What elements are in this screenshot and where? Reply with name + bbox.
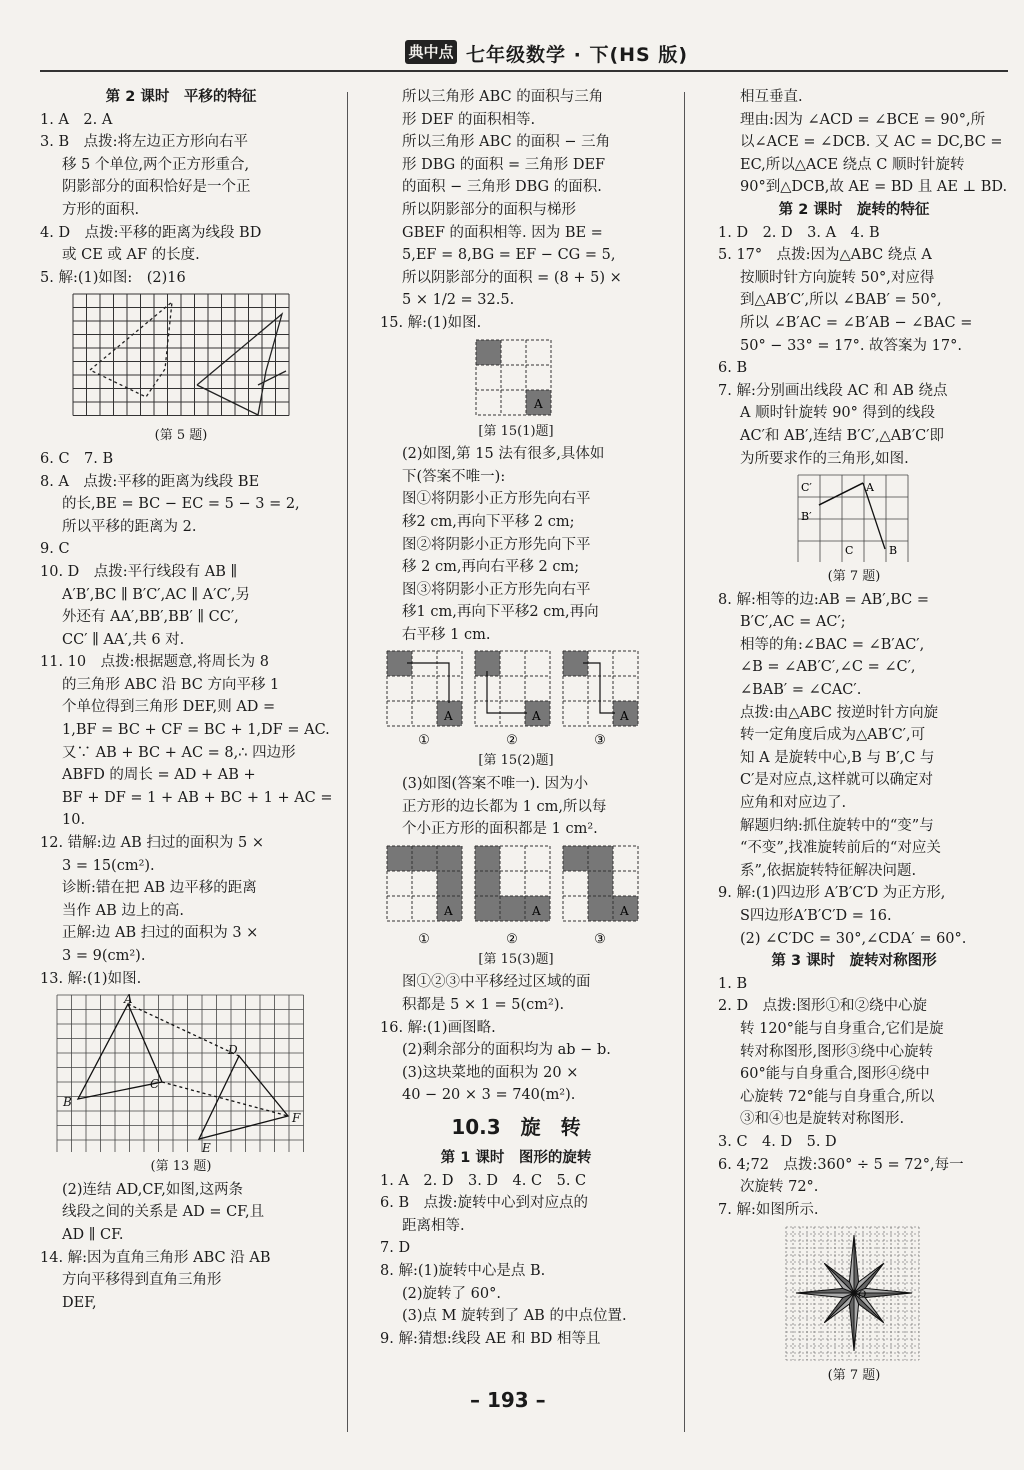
text-line: 7. D bbox=[380, 1240, 411, 1257]
text-block bbox=[40, 86, 322, 289]
text-line: 图②将阴影小正方形先向下平 bbox=[402, 536, 591, 553]
text-line: 正方形的边长都为 1 cm,所以每 bbox=[402, 798, 607, 815]
text-line: 6. B bbox=[718, 360, 748, 377]
text-line: 以∠ACE = ∠DCB. 又 AC = DC,BC = bbox=[740, 134, 1003, 151]
text-line: 所以三角形 ABC 的面积与三角 bbox=[402, 89, 604, 105]
text-line: 移 5 个单位,两个正方形重合, bbox=[62, 156, 250, 173]
text-line: GBEF 的面积相等. 因为 BE = bbox=[402, 224, 603, 241]
text-line: ∠B = ∠AB′C′,∠C = ∠C′, bbox=[740, 659, 916, 676]
text-line: 6. C 7. B bbox=[40, 450, 114, 467]
book-title: 七年级数学 · 下(HS 版) bbox=[466, 44, 689, 66]
point-label: A bbox=[866, 481, 874, 495]
svg-text:A: A bbox=[532, 709, 541, 724]
text-line: A 顺时针旋转 90° 得到的线段 bbox=[740, 405, 935, 422]
text-line: 3 = 15(cm²). bbox=[62, 857, 155, 874]
figure-15-2 bbox=[386, 650, 646, 746]
section-heading: 第 2 课时 旋转的特征 bbox=[778, 201, 930, 218]
figure-caption: (第 7 题) bbox=[827, 1368, 881, 1384]
text-line: 移 2 cm,再向右平移 2 cm; bbox=[402, 559, 580, 576]
section-heading: 第 1 课时 图形的旋转 bbox=[440, 1150, 592, 1166]
text-line: 1. B bbox=[718, 975, 748, 992]
text-line: 个单位得到三角形 DEF,则 AD = bbox=[62, 699, 276, 716]
text-line: B′C′,AC = AC′; bbox=[740, 614, 846, 631]
text-line: 60°能与自身重合,图形④绕中 bbox=[740, 1066, 930, 1083]
text-line: 系”,依据旋转特征解决问题. bbox=[740, 862, 917, 879]
figure-caption: (第 13 题) bbox=[150, 1159, 212, 1175]
text-line: 5 × 1/2 = 32.5. bbox=[402, 292, 515, 309]
text-line: 所以平移的距离为 2. bbox=[62, 518, 197, 535]
circled-number: ③ bbox=[594, 931, 606, 945]
text-line: (3)如图(答案不唯一). 因为小 bbox=[402, 776, 589, 793]
text-line: 13. 解:(1)如图. bbox=[40, 970, 142, 987]
text-line: 当作 AB 边上的高. bbox=[62, 902, 184, 919]
text-line: 5. 17° 点拨:因为△ABC 绕点 A bbox=[718, 247, 932, 264]
text-line: 外还有 AA′,BB′,BB′ ∥ CC′, bbox=[62, 609, 239, 626]
text-line: (2)旋转了 60°. bbox=[402, 1285, 501, 1302]
text-line: 40 − 20 × 3 = 740(m²). bbox=[402, 1087, 576, 1104]
text-line: 转一定角度后成为△AB′C′,可 bbox=[740, 727, 926, 744]
text-line: 3. C 4. D 5. D bbox=[718, 1133, 837, 1150]
text-line: AC′和 AB′,连结 B′C′,△AB′C′即 bbox=[740, 427, 945, 444]
point-label: A bbox=[534, 396, 543, 411]
point-label: A bbox=[124, 994, 133, 1007]
header-rule bbox=[40, 70, 1008, 72]
text-line: 下(答案不唯一): bbox=[402, 468, 506, 485]
point-label: B′ bbox=[801, 510, 812, 524]
page-number: – 193 – bbox=[470, 1388, 546, 1412]
figure-13-grid bbox=[56, 994, 306, 1152]
figure-7-rotation bbox=[797, 474, 911, 562]
chapter-heading: 10.3 旋 转 bbox=[451, 1115, 581, 1139]
text-line: S四边形A′B′C′D = 16. bbox=[740, 908, 892, 924]
point-label: F bbox=[292, 1111, 301, 1126]
text-line: 到△AB′C′,所以 ∠BAB′ = 50°, bbox=[740, 292, 942, 309]
column-divider bbox=[684, 92, 685, 1432]
figure-caption: [第 15(1)题] bbox=[478, 423, 554, 439]
text-line: 2. D 点拨:图形①和②绕中心旋 bbox=[718, 998, 927, 1015]
figure-caption: (第 7 题) bbox=[827, 569, 881, 585]
text-line: 90°到△DCB,故 AE = BD 且 AE ⊥ BD. bbox=[740, 179, 1008, 196]
circled-number: ② bbox=[506, 931, 518, 945]
figure-5-grid bbox=[72, 293, 290, 421]
text-line: 6. 4;72 点拨:360° ÷ 5 = 72°,每一 bbox=[718, 1156, 964, 1173]
figure-caption: [第 15(3)题] bbox=[478, 951, 554, 967]
text-line: 距离相等. bbox=[402, 1217, 465, 1234]
text-block bbox=[380, 1147, 652, 1350]
svg-text:A: A bbox=[444, 709, 453, 724]
text-line: 点拨:由△ABC 按逆时针方向旋 bbox=[740, 704, 939, 721]
text-line: 的长,BE = BC − EC = 5 − 3 = 2, bbox=[62, 496, 300, 513]
text-line: 16. 解:(1)画图略. bbox=[380, 1019, 496, 1036]
text-line: 10. bbox=[62, 812, 86, 829]
text-line: 知 A 是旋转中心,B 与 B′,C 与 bbox=[740, 749, 935, 766]
column-3 bbox=[718, 86, 1008, 1388]
text-line: 阴影部分的面积恰好是一个正 bbox=[62, 179, 251, 196]
text-line: 为所要求作的三角形,如图. bbox=[740, 450, 909, 467]
text-line: 9. 解:(1)四边形 A′B′C′D 为正方形, bbox=[718, 885, 946, 902]
svg-text:A: A bbox=[620, 709, 629, 724]
text-line: 10. D 点拨:平行线段有 AB ∥ bbox=[40, 563, 238, 580]
text-block bbox=[380, 773, 652, 841]
text-line: 1. A 2. A bbox=[40, 111, 113, 128]
text-line: 15. 解:(1)如图. bbox=[380, 314, 482, 331]
point-label: E bbox=[202, 1141, 211, 1153]
point-label: B bbox=[63, 1095, 72, 1110]
point-label: D bbox=[228, 1043, 238, 1058]
text-line: 1. A 2. D 3. D 4. C 5. C bbox=[380, 1172, 587, 1189]
text-line: 9. C bbox=[40, 541, 70, 558]
text-line: 转 120°能与自身重合,它们是旋 bbox=[740, 1020, 944, 1037]
text-block bbox=[380, 971, 652, 1107]
point-label: B bbox=[889, 544, 898, 558]
text-line: “不变”,找准旋转前后的“对应关 bbox=[740, 840, 941, 857]
text-line: 7. 解:分别画出线段 AC 和 AB 绕点 bbox=[718, 382, 948, 399]
text-line: 所以 ∠B′AC = ∠B′AB − ∠BAC = bbox=[740, 314, 973, 331]
figure-15-1 bbox=[475, 339, 557, 417]
text-line: 相等的角:∠BAC = ∠B′AC′, bbox=[740, 636, 925, 653]
text-line: 12. 错解:边 AB 扫过的面积为 5 × bbox=[40, 835, 264, 852]
point-label: C′ bbox=[801, 481, 812, 495]
text-line: 9. 解:猜想:线段 AE 和 BD 相等且 bbox=[380, 1330, 601, 1347]
circled-number: ① bbox=[418, 931, 430, 945]
figure-7-star bbox=[784, 1225, 924, 1361]
text-line: ∠BAB′ = ∠CAC′. bbox=[740, 682, 862, 699]
text-line: 移1 cm,再向下平移2 cm,再向 bbox=[402, 604, 599, 621]
text-line: 线段之间的关系是 AD = CF,且 bbox=[62, 1204, 265, 1221]
text-line: 图③将阴影小正方形先向右平 bbox=[402, 581, 591, 598]
text-line: ③和④也是旋转对称图形. bbox=[740, 1111, 905, 1128]
text-line: 1,BF = BC + CF = BC + 1,DF = AC. bbox=[62, 722, 330, 739]
text-block bbox=[380, 443, 652, 646]
text-line: 按顺时针方向旋转 50°,对应得 bbox=[740, 269, 935, 286]
text-line: 的三角形 ABC 沿 BC 方向平移 1 bbox=[62, 676, 280, 693]
text-line: 8. A 点拨:平移的距离为线段 BE bbox=[40, 473, 260, 490]
text-line: 或 CE 或 AF 的长度. bbox=[62, 247, 200, 264]
text-line: 4. D 点拨:平移的距离为线段 BD bbox=[40, 224, 262, 241]
point-label: O bbox=[858, 1290, 867, 1302]
text-line: 理由:因为 ∠ACD = ∠BCE = 90°,所 bbox=[740, 111, 986, 128]
text-line: EC,所以△ACE 绕点 C 顺时针旋转 bbox=[740, 156, 965, 173]
text-line: 正解:边 AB 扫过的面积为 3 × bbox=[62, 925, 259, 942]
text-line: 解题归纳:抓住旋转中的“变”与 bbox=[740, 817, 934, 834]
circled-number: ③ bbox=[594, 733, 606, 747]
text-line: 诊断:错在把 AB 边平移的距离 bbox=[62, 880, 257, 897]
text-line: 8. 解:相等的边:AB = AB′,BC = bbox=[718, 591, 930, 608]
text-line: 50° − 33° = 17°. 故答案为 17°. bbox=[740, 337, 962, 354]
column-2 bbox=[380, 86, 652, 1350]
text-line: 心旋转 72°能与自身重合,所以 bbox=[740, 1088, 935, 1105]
section-heading: 第 2 课时 平移的特征 bbox=[105, 89, 257, 105]
text-line: DEF, bbox=[62, 1294, 97, 1311]
text-line: 方向平移得到直角三角形 bbox=[62, 1272, 222, 1289]
text-block bbox=[718, 589, 990, 1222]
text-line: 次旋转 72°. bbox=[740, 1179, 819, 1196]
text-line: 8. 解:(1)旋转中心是点 B. bbox=[380, 1262, 546, 1279]
text-line: 积都是 5 × 1 = 5(cm²). bbox=[402, 997, 565, 1014]
text-line: 所以三角形 ABC 的面积 − 三角 bbox=[402, 134, 611, 151]
point-label: C bbox=[150, 1077, 160, 1092]
text-line: (2)剩余部分的面积均为 ab − b. bbox=[402, 1042, 611, 1059]
text-block bbox=[40, 448, 333, 990]
svg-text:A: A bbox=[532, 903, 541, 918]
text-line: 形 DEF 的面积相等. bbox=[402, 111, 536, 128]
text-line: (3)这块菜地的面积为 20 × bbox=[402, 1064, 579, 1081]
text-line: 14. 解:因为直角三角形 ABC 沿 AB bbox=[40, 1249, 271, 1266]
text-line: 右平移 1 cm. bbox=[402, 626, 491, 643]
text-line: 1. D 2. D 3. A 4. B bbox=[718, 224, 880, 241]
text-block bbox=[380, 86, 652, 335]
text-line: 3. B 点拨:将左边正方形向右平 bbox=[40, 134, 248, 151]
text-line: 移2 cm,再向下平移 2 cm; bbox=[402, 513, 575, 530]
text-line: 6. B 点拨:旋转中心到对应点的 bbox=[380, 1195, 588, 1212]
text-line: 转对称图形,图形③绕中心旋转 bbox=[740, 1043, 934, 1060]
svg-text:A: A bbox=[444, 903, 453, 918]
figure-caption: (第 5 题) bbox=[154, 428, 208, 444]
text-block bbox=[718, 86, 1008, 470]
text-line: 7. 解:如图所示. bbox=[718, 1201, 819, 1218]
svg-text:A: A bbox=[620, 903, 629, 918]
text-line: ABFD 的周长 = AD + AB + bbox=[62, 767, 256, 784]
text-line: 相互垂直. bbox=[740, 89, 803, 105]
brand-logo: 典中点 bbox=[405, 40, 457, 64]
circled-number: ② bbox=[506, 733, 518, 747]
text-line: 所以阴影部分的面积与梯形 bbox=[402, 201, 576, 218]
text-line: BF + DF = 1 + AB + BC + 1 + AC = bbox=[62, 789, 333, 806]
text-line: A′B′,BC ∥ B′C′,AC ∥ A′C′,另 bbox=[62, 586, 250, 603]
text-line: 应角和对应边了. bbox=[740, 795, 847, 812]
text-line: 的面积 − 三角形 DBG 的面积. bbox=[402, 179, 602, 196]
text-line: 图①②③中平移经过区域的面 bbox=[402, 974, 591, 991]
point-label: C bbox=[845, 544, 854, 558]
column-1 bbox=[40, 86, 333, 1314]
text-line: (2)连结 AD,CF,如图,这两条 bbox=[62, 1181, 243, 1198]
text-line: (3)点 M 旋转到了 AB 的中点位置. bbox=[402, 1308, 627, 1325]
section-heading: 第 3 课时 旋转对称图形 bbox=[771, 953, 937, 970]
figure-15-3 bbox=[386, 845, 646, 945]
text-line: 图①将阴影小正方形先向右平 bbox=[402, 491, 591, 508]
circled-number: ① bbox=[418, 733, 430, 747]
text-line: 11. 10 点拨:根据题意,将周长为 8 bbox=[40, 654, 269, 671]
text-line: C′是对应点,这样就可以确定对 bbox=[740, 772, 933, 789]
column-divider bbox=[347, 92, 348, 1432]
text-line: 3 = 9(cm²). bbox=[62, 948, 146, 964]
text-line: 5,EF = 8,BG = EF − CG = 5, bbox=[402, 247, 616, 264]
text-line: 个小正方形的面积都是 1 cm². bbox=[402, 821, 598, 838]
text-line: 5. 解:(1)如图: (2)16 bbox=[40, 269, 186, 286]
text-line: 方形的面积. bbox=[62, 201, 140, 218]
text-line: (2)如图,第 15 法有很多,具体如 bbox=[402, 446, 605, 463]
page-header bbox=[0, 0, 1024, 72]
text-line: 形 DBG 的面积 = 三角形 DEF bbox=[402, 156, 606, 173]
text-line: 所以阴影部分的面积 = (8 + 5) × bbox=[402, 269, 622, 286]
text-line: 又∵ AB + BC + AC = 8,∴ 四边形 bbox=[62, 744, 296, 761]
figure-caption: [第 15(2)题] bbox=[478, 753, 554, 769]
text-block bbox=[40, 1179, 322, 1315]
text-line: (2) ∠C′DC = 30°,∠CDA′ = 60°. bbox=[740, 930, 967, 947]
text-line: CC′ ∥ AA′,共 6 对. bbox=[62, 631, 185, 648]
text-line: AD ∥ CF. bbox=[62, 1226, 124, 1243]
